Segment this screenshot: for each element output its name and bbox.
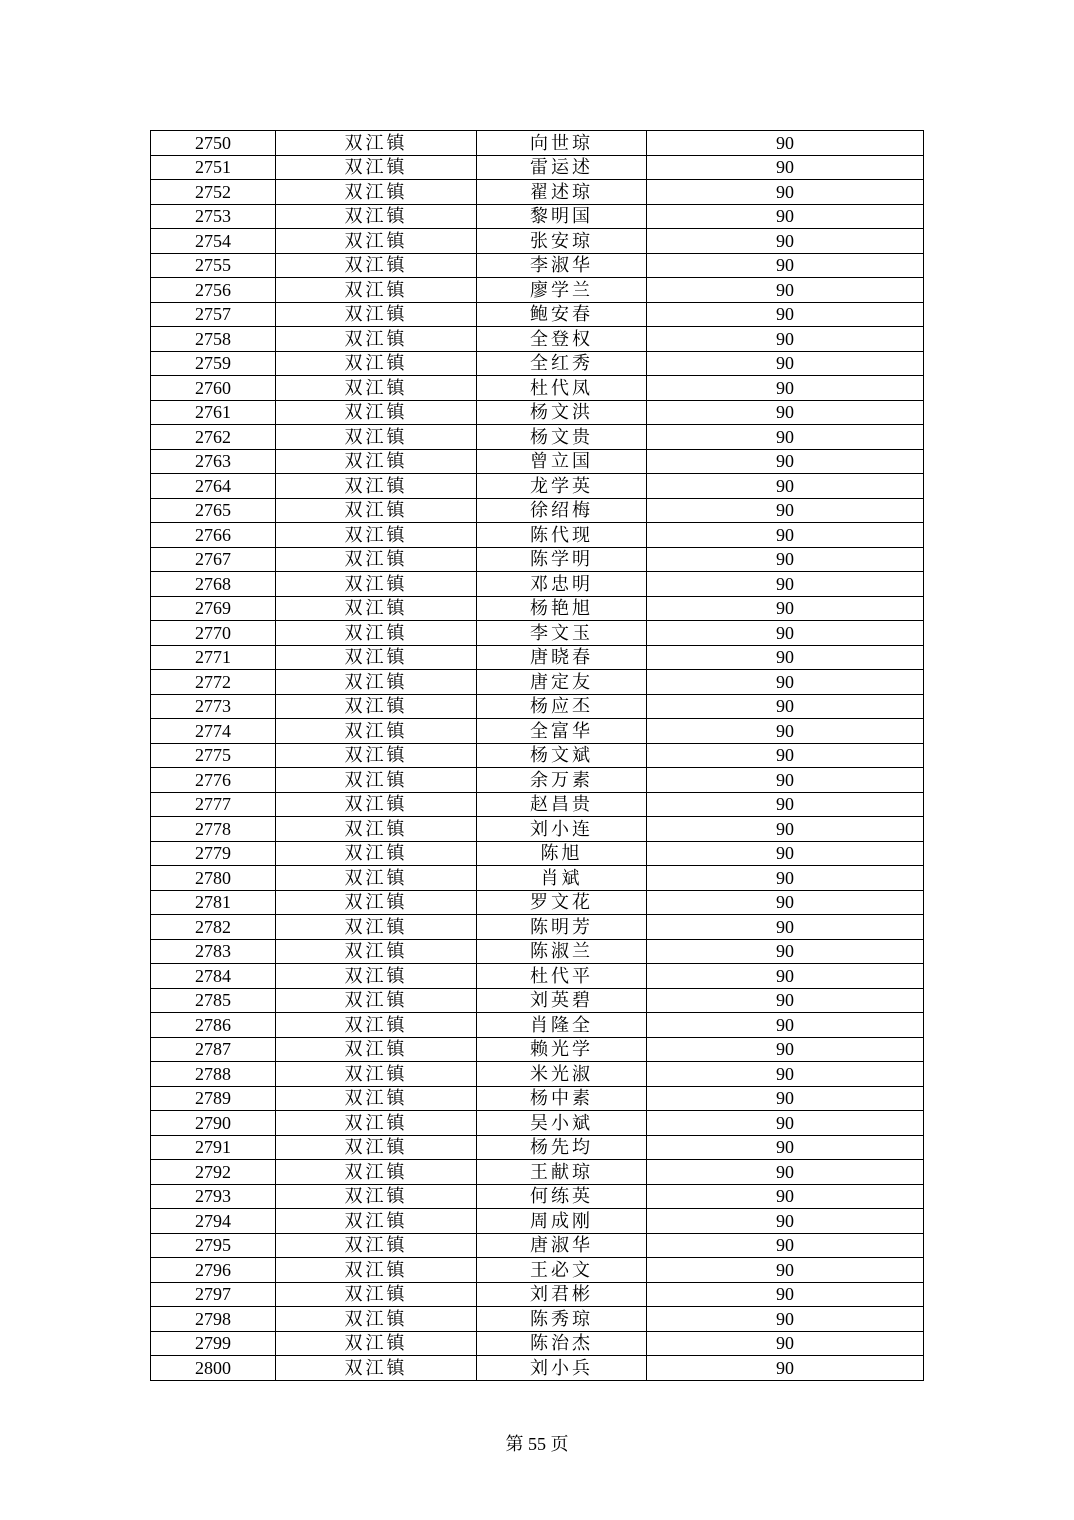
- name-cell: 赵昌贵: [477, 792, 647, 817]
- row-number-cell: 2780: [151, 866, 276, 891]
- table-row: [151, 449, 924, 474]
- town-cell: 双江镇: [276, 351, 477, 376]
- table-row: [151, 1037, 924, 1062]
- name-cell: 曾立国: [477, 449, 647, 474]
- row-number-cell: 2781: [151, 890, 276, 915]
- row-number-cell: 2765: [151, 498, 276, 523]
- score-cell: 90: [647, 523, 924, 548]
- table-row: [151, 1086, 924, 1111]
- name-cell: 杨文贵: [477, 425, 647, 450]
- row-number-cell: 2790: [151, 1111, 276, 1136]
- table-row: [151, 253, 924, 278]
- row-number-cell: 2783: [151, 939, 276, 964]
- score-cell: 90: [647, 1111, 924, 1136]
- town-cell: 双江镇: [276, 474, 477, 499]
- name-cell: 黎明国: [477, 204, 647, 229]
- name-cell: 张安琼: [477, 229, 647, 254]
- score-cell: 90: [647, 841, 924, 866]
- table-row: [151, 180, 924, 205]
- town-cell: 双江镇: [276, 302, 477, 327]
- table-row: [151, 792, 924, 817]
- row-number-cell: 2782: [151, 915, 276, 940]
- score-cell: 90: [647, 180, 924, 205]
- row-number-cell: 2764: [151, 474, 276, 499]
- table-row: [151, 1307, 924, 1332]
- name-cell: 杨文斌: [477, 743, 647, 768]
- table-row: [151, 1013, 924, 1038]
- town-cell: 双江镇: [276, 596, 477, 621]
- town-cell: 双江镇: [276, 939, 477, 964]
- table-row: [151, 743, 924, 768]
- row-number-cell: 2766: [151, 523, 276, 548]
- name-cell: 全登权: [477, 327, 647, 352]
- town-cell: 双江镇: [276, 915, 477, 940]
- row-number-cell: 2750: [151, 131, 276, 156]
- name-cell: 雷运述: [477, 155, 647, 180]
- score-cell: 90: [647, 1037, 924, 1062]
- town-cell: 双江镇: [276, 964, 477, 989]
- town-cell: 双江镇: [276, 155, 477, 180]
- table-row: [151, 817, 924, 842]
- name-cell: 刘英碧: [477, 988, 647, 1013]
- row-number-cell: 2774: [151, 719, 276, 744]
- table-row: [151, 131, 924, 156]
- town-cell: 双江镇: [276, 1062, 477, 1087]
- name-cell: 陈秀琼: [477, 1307, 647, 1332]
- score-cell: 90: [647, 327, 924, 352]
- row-number-cell: 2788: [151, 1062, 276, 1087]
- row-number-cell: 2751: [151, 155, 276, 180]
- town-cell: 双江镇: [276, 988, 477, 1013]
- table-row: [151, 866, 924, 891]
- table-row: [151, 351, 924, 376]
- name-cell: 陈治杰: [477, 1331, 647, 1356]
- town-cell: 双江镇: [276, 498, 477, 523]
- table-row: [151, 572, 924, 597]
- page-number: 第 55 页: [505, 1434, 569, 1454]
- town-cell: 双江镇: [276, 1331, 477, 1356]
- table-row: [151, 1209, 924, 1234]
- table-row: [151, 1282, 924, 1307]
- score-cell: 90: [647, 1160, 924, 1185]
- name-cell: 刘君彬: [477, 1282, 647, 1307]
- row-number-cell: 2785: [151, 988, 276, 1013]
- score-cell: 90: [647, 792, 924, 817]
- row-number-cell: 2762: [151, 425, 276, 450]
- town-cell: 双江镇: [276, 523, 477, 548]
- row-number-cell: 2799: [151, 1331, 276, 1356]
- score-cell: 90: [647, 670, 924, 695]
- table-row: [151, 768, 924, 793]
- town-cell: 双江镇: [276, 1209, 477, 1234]
- name-cell: 廖学兰: [477, 278, 647, 303]
- row-number-cell: 2792: [151, 1160, 276, 1185]
- row-number-cell: 2784: [151, 964, 276, 989]
- name-cell: 米光淑: [477, 1062, 647, 1087]
- name-cell: 杨中素: [477, 1086, 647, 1111]
- score-cell: 90: [647, 1356, 924, 1381]
- score-cell: 90: [647, 596, 924, 621]
- table-row: [151, 302, 924, 327]
- score-cell: 90: [647, 817, 924, 842]
- town-cell: 双江镇: [276, 890, 477, 915]
- row-number-cell: 2771: [151, 645, 276, 670]
- town-cell: 双江镇: [276, 1307, 477, 1332]
- table-row: [151, 1160, 924, 1185]
- score-cell: 90: [647, 1184, 924, 1209]
- row-number-cell: 2779: [151, 841, 276, 866]
- table-row: [151, 1111, 924, 1136]
- name-cell: 杨艳旭: [477, 596, 647, 621]
- table-row: [151, 1233, 924, 1258]
- row-number-cell: 2768: [151, 572, 276, 597]
- row-number-cell: 2752: [151, 180, 276, 205]
- town-cell: 双江镇: [276, 1111, 477, 1136]
- name-cell: 杨应丕: [477, 694, 647, 719]
- score-cell: 90: [647, 694, 924, 719]
- town-cell: 双江镇: [276, 449, 477, 474]
- table-row: [151, 523, 924, 548]
- row-number-cell: 2767: [151, 547, 276, 572]
- row-number-cell: 2791: [151, 1135, 276, 1160]
- score-cell: 90: [647, 1331, 924, 1356]
- town-cell: 双江镇: [276, 547, 477, 572]
- table-row: [151, 474, 924, 499]
- table-row: [151, 915, 924, 940]
- row-number-cell: 2760: [151, 376, 276, 401]
- table-row: [151, 964, 924, 989]
- score-cell: 90: [647, 768, 924, 793]
- roster-table-body: [151, 131, 924, 1381]
- name-cell: 翟述琼: [477, 180, 647, 205]
- score-cell: 90: [647, 1135, 924, 1160]
- score-cell: 90: [647, 1209, 924, 1234]
- name-cell: 王必文: [477, 1258, 647, 1283]
- name-cell: 杜代平: [477, 964, 647, 989]
- name-cell: 唐定友: [477, 670, 647, 695]
- score-cell: 90: [647, 302, 924, 327]
- row-number-cell: 2761: [151, 400, 276, 425]
- table-row: [151, 425, 924, 450]
- town-cell: 双江镇: [276, 1356, 477, 1381]
- row-number-cell: 2794: [151, 1209, 276, 1234]
- town-cell: 双江镇: [276, 400, 477, 425]
- table-row: [151, 547, 924, 572]
- table-row: [151, 498, 924, 523]
- score-cell: 90: [647, 890, 924, 915]
- name-cell: 陈旭: [477, 841, 647, 866]
- name-cell: 何练英: [477, 1184, 647, 1209]
- score-cell: 90: [647, 155, 924, 180]
- score-cell: 90: [647, 988, 924, 1013]
- row-number-cell: 2778: [151, 817, 276, 842]
- name-cell: 罗文花: [477, 890, 647, 915]
- score-cell: 90: [647, 376, 924, 401]
- row-number-cell: 2776: [151, 768, 276, 793]
- score-cell: 90: [647, 1233, 924, 1258]
- name-cell: 徐绍梅: [477, 498, 647, 523]
- town-cell: 双江镇: [276, 572, 477, 597]
- table-row: [151, 596, 924, 621]
- table-row: [151, 229, 924, 254]
- row-number-cell: 2798: [151, 1307, 276, 1332]
- row-number-cell: 2795: [151, 1233, 276, 1258]
- table-row: [151, 327, 924, 352]
- table-row: [151, 1331, 924, 1356]
- table-row: [151, 841, 924, 866]
- table-row: [151, 719, 924, 744]
- town-cell: 双江镇: [276, 792, 477, 817]
- town-cell: 双江镇: [276, 180, 477, 205]
- row-number-cell: 2769: [151, 596, 276, 621]
- table-row: [151, 204, 924, 229]
- name-cell: 向世琼: [477, 131, 647, 156]
- row-number-cell: 2793: [151, 1184, 276, 1209]
- town-cell: 双江镇: [276, 253, 477, 278]
- name-cell: 陈明芳: [477, 915, 647, 940]
- town-cell: 双江镇: [276, 1086, 477, 1111]
- town-cell: 双江镇: [276, 841, 477, 866]
- score-cell: 90: [647, 939, 924, 964]
- town-cell: 双江镇: [276, 817, 477, 842]
- table-row: [151, 278, 924, 303]
- score-cell: 90: [647, 1013, 924, 1038]
- score-cell: 90: [647, 425, 924, 450]
- table-row: [151, 400, 924, 425]
- table-row: [151, 621, 924, 646]
- table-row: [151, 939, 924, 964]
- row-number-cell: 2763: [151, 449, 276, 474]
- name-cell: 陈代现: [477, 523, 647, 548]
- name-cell: 肖隆全: [477, 1013, 647, 1038]
- score-cell: 90: [647, 1258, 924, 1283]
- town-cell: 双江镇: [276, 719, 477, 744]
- town-cell: 双江镇: [276, 425, 477, 450]
- name-cell: 赖光学: [477, 1037, 647, 1062]
- name-cell: 李文玉: [477, 621, 647, 646]
- score-cell: 90: [647, 278, 924, 303]
- town-cell: 双江镇: [276, 1233, 477, 1258]
- name-cell: 杨先均: [477, 1135, 647, 1160]
- table-row: [151, 988, 924, 1013]
- row-number-cell: 2773: [151, 694, 276, 719]
- score-cell: 90: [647, 449, 924, 474]
- town-cell: 双江镇: [276, 645, 477, 670]
- town-cell: 双江镇: [276, 278, 477, 303]
- row-number-cell: 2787: [151, 1037, 276, 1062]
- name-cell: 余万素: [477, 768, 647, 793]
- town-cell: 双江镇: [276, 1160, 477, 1185]
- name-cell: 肖斌: [477, 866, 647, 891]
- name-cell: 吴小斌: [477, 1111, 647, 1136]
- score-cell: 90: [647, 915, 924, 940]
- town-cell: 双江镇: [276, 1135, 477, 1160]
- name-cell: 鲍安春: [477, 302, 647, 327]
- name-cell: 邓忠明: [477, 572, 647, 597]
- town-cell: 双江镇: [276, 743, 477, 768]
- town-cell: 双江镇: [276, 131, 477, 156]
- name-cell: 刘小连: [477, 817, 647, 842]
- row-number-cell: 2796: [151, 1258, 276, 1283]
- name-cell: 刘小兵: [477, 1356, 647, 1381]
- row-number-cell: 2800: [151, 1356, 276, 1381]
- name-cell: 唐晓春: [477, 645, 647, 670]
- score-cell: 90: [647, 621, 924, 646]
- row-number-cell: 2757: [151, 302, 276, 327]
- table-row: [151, 1062, 924, 1087]
- table-row: [151, 890, 924, 915]
- score-cell: 90: [647, 474, 924, 499]
- score-cell: 90: [647, 866, 924, 891]
- town-cell: 双江镇: [276, 621, 477, 646]
- table-row: [151, 1258, 924, 1283]
- name-cell: 全红秀: [477, 351, 647, 376]
- score-cell: 90: [647, 645, 924, 670]
- row-number-cell: 2789: [151, 1086, 276, 1111]
- row-number-cell: 2758: [151, 327, 276, 352]
- roster-table: [150, 130, 924, 1381]
- row-number-cell: 2775: [151, 743, 276, 768]
- town-cell: 双江镇: [276, 1013, 477, 1038]
- score-cell: 90: [647, 1062, 924, 1087]
- score-cell: 90: [647, 204, 924, 229]
- town-cell: 双江镇: [276, 1037, 477, 1062]
- row-number-cell: 2777: [151, 792, 276, 817]
- score-cell: 90: [647, 131, 924, 156]
- town-cell: 双江镇: [276, 694, 477, 719]
- score-cell: 90: [647, 547, 924, 572]
- score-cell: 90: [647, 351, 924, 376]
- row-number-cell: 2753: [151, 204, 276, 229]
- score-cell: 90: [647, 253, 924, 278]
- table-row: [151, 645, 924, 670]
- name-cell: 唐淑华: [477, 1233, 647, 1258]
- name-cell: 杨文洪: [477, 400, 647, 425]
- row-number-cell: 2797: [151, 1282, 276, 1307]
- town-cell: 双江镇: [276, 229, 477, 254]
- town-cell: 双江镇: [276, 866, 477, 891]
- name-cell: 王献琼: [477, 1160, 647, 1185]
- town-cell: 双江镇: [276, 768, 477, 793]
- score-cell: 90: [647, 400, 924, 425]
- name-cell: 陈淑兰: [477, 939, 647, 964]
- score-cell: 90: [647, 719, 924, 744]
- row-number-cell: 2759: [151, 351, 276, 376]
- score-cell: 90: [647, 229, 924, 254]
- town-cell: 双江镇: [276, 376, 477, 401]
- score-cell: 90: [647, 743, 924, 768]
- name-cell: 李淑华: [477, 253, 647, 278]
- score-cell: 90: [647, 498, 924, 523]
- score-cell: 90: [647, 572, 924, 597]
- row-number-cell: 2786: [151, 1013, 276, 1038]
- town-cell: 双江镇: [276, 1184, 477, 1209]
- name-cell: 全富华: [477, 719, 647, 744]
- table-row: [151, 155, 924, 180]
- score-cell: 90: [647, 964, 924, 989]
- table-row: [151, 1356, 924, 1381]
- town-cell: 双江镇: [276, 327, 477, 352]
- table-row: [151, 376, 924, 401]
- score-cell: 90: [647, 1086, 924, 1111]
- town-cell: 双江镇: [276, 204, 477, 229]
- table-row: [151, 694, 924, 719]
- name-cell: 杜代凤: [477, 376, 647, 401]
- row-number-cell: 2772: [151, 670, 276, 695]
- name-cell: 陈学明: [477, 547, 647, 572]
- table-row: [151, 670, 924, 695]
- row-number-cell: 2755: [151, 253, 276, 278]
- table-row: [151, 1184, 924, 1209]
- town-cell: 双江镇: [276, 670, 477, 695]
- row-number-cell: 2770: [151, 621, 276, 646]
- score-cell: 90: [647, 1282, 924, 1307]
- name-cell: 周成刚: [477, 1209, 647, 1234]
- row-number-cell: 2754: [151, 229, 276, 254]
- town-cell: 双江镇: [276, 1282, 477, 1307]
- table-row: [151, 1135, 924, 1160]
- row-number-cell: 2756: [151, 278, 276, 303]
- score-cell: 90: [647, 1307, 924, 1332]
- town-cell: 双江镇: [276, 1258, 477, 1283]
- name-cell: 龙学英: [477, 474, 647, 499]
